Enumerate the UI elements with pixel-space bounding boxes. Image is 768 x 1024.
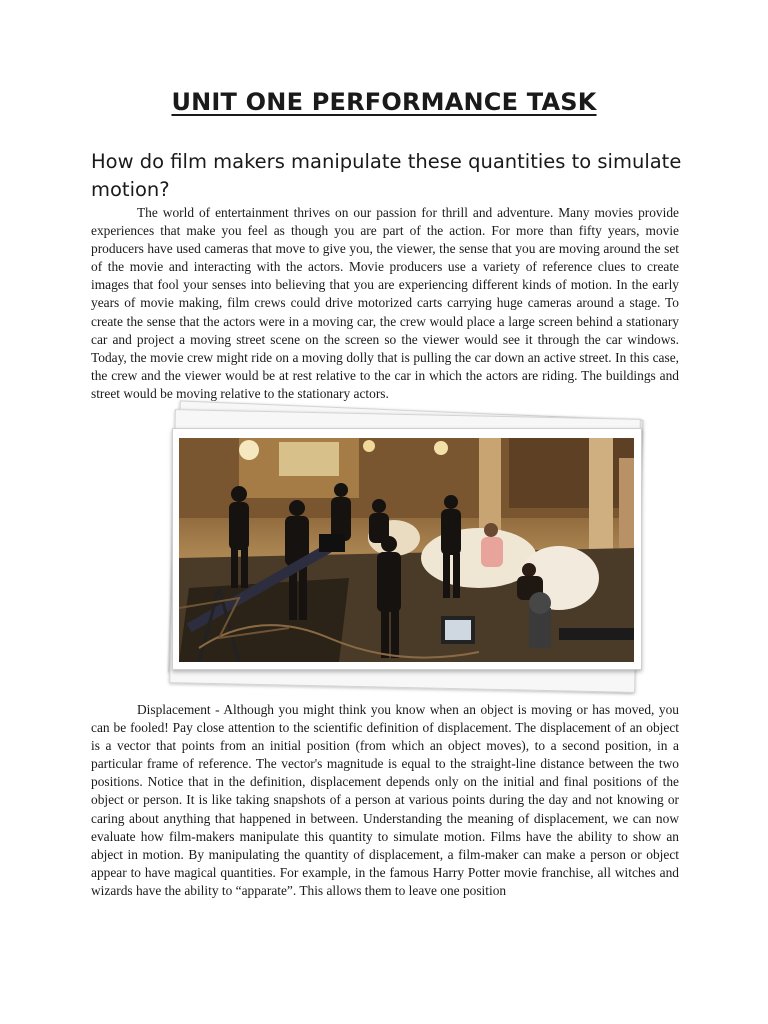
film-set-illustration: [179, 438, 634, 662]
page-title: UNIT ONE PERFORMANCE TASK: [171, 88, 597, 116]
paragraph-displacement: Displacement - Although you might think you know when an object is moving or has moved, you can be fooled! Pay close attention to the scientific definition of displacement. The displacement of an object is a vector that points from an initial position (from which an object moves), to a second position, in a particular frame of reference. The vector's magnitude is equal to the straight-line distance between the two positions. Notice that in the definition, displacement depends only on the initial and final positions of the object or person. It is like taking snapshots of a person at various points during the day and not knowing or caring about anything that happened in between. Understanding the meaning of displacement, we can now evaluate how film-makers manipulate this quantity to simulate motion. Films have the ability to show an abject in motion. By manipulating the quantity of displacement, a film-maker can make a person or object appear to have magical quantities. For example, in the famous Harry Potter movie franchise, all witches and wizards have the ability to “apparate”. This allows them to leave one position: [91, 702, 679, 898]
paragraph-intro: The world of entertainment thrives on our passion for thrill and adventure. Many movies provide experiences that make you feel as though you are part of the action. For more than fifty years, movie producers have used cameras that move to give you, the viewer, the sense that you are moving around the set of the movie and interacting with the actors. Movie producers use a variety of reference clues to create images that fool your senses into believing that you are experiencing different kinds of motion. In the early years of movie making, film crews could drive motorized carts carrying huge cameras around a stage. To create the sense that the actors were in a moving car, the crew would place a large screen behind a stationary car and project a moving street scene on the screen so the viewer would see it through the car windows. Today, the movie crew might ride on a moving dolly that is pulling the car down an active street. In this case, the crew and the viewer would be at rest relative to the car in which the actors are riding. The buildings and street would be moving relative to the stationary actors.: [91, 205, 679, 401]
section-heading: How do film makers manipulate these quantities to simulate motion?: [91, 150, 682, 201]
film-set-photo: [179, 438, 634, 662]
photo-stack: [166, 404, 650, 700]
